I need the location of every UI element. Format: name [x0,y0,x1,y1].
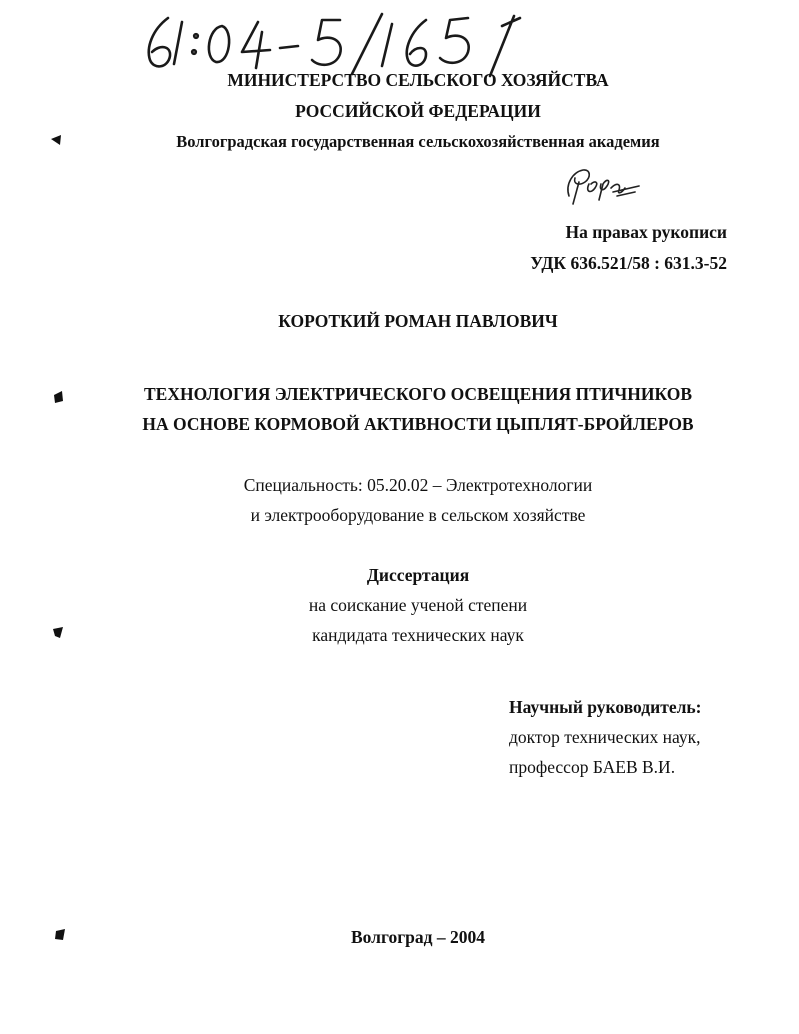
thesis-title-line-2: НА ОСНОВЕ КОРМОВОЙ АКТИВНОСТИ ЦЫПЛЯТ-БРОЙЛЕРОВ [142,414,694,434]
specialty-line-2: и электрооборудование в сельском хозяйстве [250,505,586,525]
udc-code: УДК 636.521/58 : 631.3-52 [530,253,727,273]
academy-name: Волгоградская государственная сельскохозяйственная академия [176,132,660,151]
city-year: Волгоград – 2004 [350,927,486,947]
supervisor-label: Научный руководитель: [509,697,702,717]
supervisor-degree: доктор технических наук, [509,727,701,747]
author-name: КОРОТКИЙ РОМАН ПАВЛОВИЧ [278,311,558,331]
binding-mark [52,390,64,404]
binding-mark [50,133,62,147]
binding-mark [52,625,64,639]
binding-mark [54,928,66,942]
degree-line-1: на соискание ученой степени [308,595,528,615]
handwritten-archive-number [130,8,560,78]
thesis-title-line-1: ТЕХНОЛОГИЯ ЭЛЕКТРИЧЕСКОГО ОСВЕЩЕНИЯ ПТИЧНИКОВ [143,384,693,404]
ministry-line-2: РОССИЙСКОЙ ФЕДЕРАЦИИ [295,101,541,121]
signature [555,160,645,210]
supervisor-name: профессор БАЕВ В.И. [509,757,676,777]
dissertation-label: Диссертация [366,565,470,585]
specialty-line-1: Специальность: 05.20.02 – Электротехнологии [243,475,593,495]
manuscript-rights: На правах рукописи [565,222,727,242]
ministry-line-1: МИНИСТЕРСТВО СЕЛЬСКОГО ХОЗЯЙСТВА [227,70,609,90]
degree-line-2: кандидата технических наук [312,625,524,645]
